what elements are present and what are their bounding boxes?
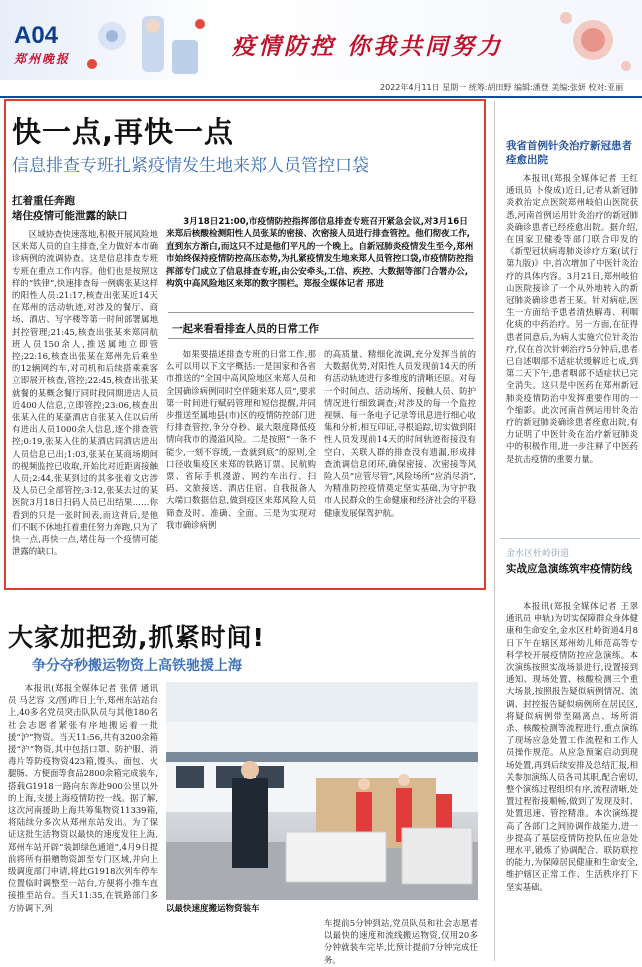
paragraph: 本报讯(郑报全媒体记者 王翠 通讯员 申轨)为切实保障群众身体健康和生命安全,金水区杜岭街道4月8日下午在辖区郑州幼儿师范高等专科学校开展疫情防控应急演练。本次演练按照实战场景进行,设置接到通知、现场处置、核酸检测三个重大场景,按照报告疑似病例情况、流调、封控报告疑似病例所在居民区,将疑似病例带至隔离点、场所消杀、核酸检测等流程进行,重点演练了现场应急处置工作流程和工作人员操作规范。从应急预案启动到现场处置,再到后续安排及总结汇报,相关参加演练人员各司其职,配合密切,整个演练过程组织有序,流程清晰,处置过程衔接顺畅,做到了发现及时、处置迅速、管控精准。本次演练提高了各部门之间协调作战能力,进一步提高了基层疫情防控队伍应急处理水平,锻炼了协调配合、联防联控的能力,为保障居民健康和生命安全,维护辖区正常工作、生活秩序打下坚实基础。 <box>506 601 638 892</box>
section-slogan: 疫情防控 你我共同努力 <box>232 33 504 60</box>
right-story2-section: 金水区杜岭街道 <box>506 549 570 559</box>
story1-headline: 快一点,再快一点 <box>12 115 235 149</box>
column-divider <box>494 101 495 961</box>
newspaper-brand: 郑州晚报 <box>14 52 71 66</box>
story1-subhead: 一起来看看排查人员的日常工作 <box>172 323 319 335</box>
story1-kicker <box>12 194 128 224</box>
kicker-line-1: 扛着重任奔跑 <box>12 195 75 207</box>
lead-paragraph: 3月18日21:00,市疫情防控指挥部信息排查专班召开紧急会议,对3月16日来郑后核酸检测阳性人员张某的密接、次密接人员进行排查管控。他们彻夜工作,直到东方渐白,而这只不过是他们平凡的一个晚上。自新冠肺炎疫情发生至今,郑州市始终保持疫情防控高压态势,为扎紧疫情发生地来郑人员管控口袋,市疫情防控指挥部专门成立了信息排查专班,由公安牵头,工信、疾控、大数据等部门合署办公,构筑中高风险地区来郑的数字围栏。郑报全媒体记者 邢进 <box>166 217 474 290</box>
header-rule <box>0 96 642 98</box>
dateline: 2022年4月11日 星期一 统筹:胡田野 编辑:潘登 美编:张妍 校对:亚丽 <box>380 83 624 92</box>
story2-subheadline: 争分夺秒搬运物资上高铁驰援上海 <box>32 658 242 674</box>
right-story2-headline: 实战应急演练筑牢疫情防线 <box>506 563 632 575</box>
news-photo <box>166 682 478 900</box>
divider <box>500 538 640 539</box>
story1-column-2 <box>166 348 316 584</box>
paragraph: 如果要描述排查专班的日常工作,那么可以用以下文字概括:一是国家和各省市推送的“全国中高风险地区来郑人员和全国确诊病例同时空伴随来郑人员”,要求第一时间进行赋码管理和短信提醒,并同步推送至属地县(市)区的疫情防控部门进行排查管控,争分夺秒、最大限度降低疫情向我市的漫溢风险。二是按照“一条不能少,一刻不容缓,一查就到底”的原则,全口径收集疫区来郑的铁路订票、民航购票、省际手机漫游、网约车出行、扫码、文旅接送、酒店住宿、自我报备人大端口数据信息,做到疫区来郑风险人员筛查及时、准确、全面。三是为实现对我市确诊病例 <box>166 349 316 530</box>
story2-column-1 <box>8 682 158 962</box>
right-story2-body <box>506 600 638 962</box>
right-story1-body <box>506 172 638 528</box>
divider <box>168 338 474 339</box>
paragraph: 的高质量、精细化流调,充分发挥当前的大数据优势,对阳性人员发现前14天的所有活动轨迹进行多维度的清晰还原。对每一个时间点、活动场所、接触人员、防护情况进行细致调查;对涉及的每一个监控视频、每一条电子记录等讯息进行细心收集和分析,相互印证,寻根追踪,切实做到阳性人员发现前14天的时间轨迹衔接没有空白、关联人群的排查没有遗漏,形成排查流调信息闭环,确保密接、次密接等风险人员“应管尽管”,风险场所“应消尽消”,为精准防控疫情奠定坚实基础,为守护我市人民群众的生命健康和经济社会的平稳健康发展保驾护航。 <box>324 349 476 518</box>
masthead-banner <box>0 0 642 80</box>
story1-subheadline: 信息排查专班扎紧疫情发生地来郑人员管控口袋 <box>12 156 369 176</box>
story1-column-1 <box>12 228 158 582</box>
photo-caption: 以最快速度搬运物资装车 <box>166 904 260 914</box>
paragraph: 本报讯(郑报全媒体记者 王红 通讯员 卜俊成)近日,记者从新冠肺炎救治定点医院郑州岐伯山医院获悉,河南首例运用针灸治疗的新冠肺炎确诊患者已经痊愈出院。据介绍,在国家卫健委等部门联合印发的《新型冠状病毒肺炎诊疗方案(试行第九版)》中,首次增加了中医针灸治疗的具体内容。3月21日,郑州岐伯山医院接诊了一个从外地转入的新冠肺炎确诊患者王某。针对病症,医生一方面给予患者清热解毒、利咽化痰的中药治疗。另一方面,在征得患者同意后,为病人实施穴位针灸治疗,仅在首次针刺治疗5分钟后,患者已自述咽部不适症状缓解近七成,到第二天下午,患者咽部不适症状已完全消失。这只是中医药在郑州新冠肺炎疫情防治中发挥重要作用的一个缩影。此次河南首例运用针灸治疗的新冠肺炎确诊患者痊愈出院,有力证明了中医针灸在治疗新冠肺炎中的积极作用,进一步注释了中医药是抗击疫情的重要力量。 <box>506 173 638 464</box>
divider <box>168 312 474 313</box>
story1-lead <box>166 216 476 290</box>
story2-column-3 <box>324 917 478 963</box>
kicker-line-2: 堵住疫情可能泄露的缺口 <box>12 210 128 222</box>
right-story1-headline: 我省首例针灸治疗新冠患者痊愈出院 <box>506 140 632 166</box>
paragraph: 本报讯(郑报全媒体记者 张倩 通讯员 马艺容 文/图)昨日上午,郑州东站站台上,40多名党员突击队队员与其他180名社会志愿者紧张有序地搬运着一批援“沪”物资。当天11:56,共有3200余箱援“沪”物资,其中包括口罩、防护服、消毒片等防疫物资423箱,馒头、面包、火腿肠、方便面等食品2800余箱完成装车,搭载G1918一路向东奔赴900公里以外的上海,支援上海疫情防控一线。据了解,这次河南援助上海共筹集物资11339箱,将陆续分多次从郑州东站发出。为了保证这批生活物资以最快的速度发往上海,郑州车站开辟“装卸绿色通道”,4月9日提前将所有捐赠物资卸至专门区域,并向上级调度部门申请,将此G1918次列车停车位置临时调整至一站台,方便将小推车直接推至站台。当天11:35,在铁路部门多方协调下,列 <box>8 683 158 913</box>
paragraph: 车提前5分钟到站,党员队员和社会志愿者以最快的速度和流线搬运物资,仅用20多分钟就装车完毕,比预计提前7分钟完成任务。 <box>324 918 478 965</box>
page-number: A04 <box>14 22 59 49</box>
train-platform-photo <box>166 682 478 900</box>
paragraph: 区域协查快速落地,积极开展风险地区来郑人员的自主排查,全力做好本市确诊病例的流调协查。这是信息排查专班专班在重点工作内容。他们也是按照这样的“铁律”,快速排查每一例瘸张某这样的阳性人员:21:17,核查出张某近14天在郑州的活动轨迹,对涉及的餐厅、商场、酒店、写字楼等第一时间部署属地封控管理;21:45,核查出张某来郑同航班人员150余人,推送属地立即管控;22:16,核查出张某在郑州先后乘坐的12辆网约车,对司机和后续搭乘乘客立即展开核查,管控;22:45,核查出张某就餐的某概念餐厅同时段同期进店人员近400人信息,立即管控;23:06,核查出张某入住的某豪酒店自张某入住以后所有进出人员1000余人信息,逐个排查管控;0:19,张某入住的某酒店同酒店进出人员信息已出;1:03,张某在某商场期间的视频监控已收取,开始比对近距离接触人员;2:44,张某到过的其多张着文店涉及人员已全部管控;3:12,张某去过的某医院3月18日扫码人员已出结果……你看到的只是一张时间表,而这背后,是他们不眠不休地扛着重任努力奔跑,只为了快一点,再快一点,堵住每一个疫情可能泄露的缺口。 <box>12 229 158 557</box>
epidemic-illustration <box>72 6 212 80</box>
virus-icon <box>548 4 638 76</box>
story2-headline: 大家加把劲,抓紧时间! <box>8 623 265 652</box>
story1-column-3 <box>324 348 476 584</box>
